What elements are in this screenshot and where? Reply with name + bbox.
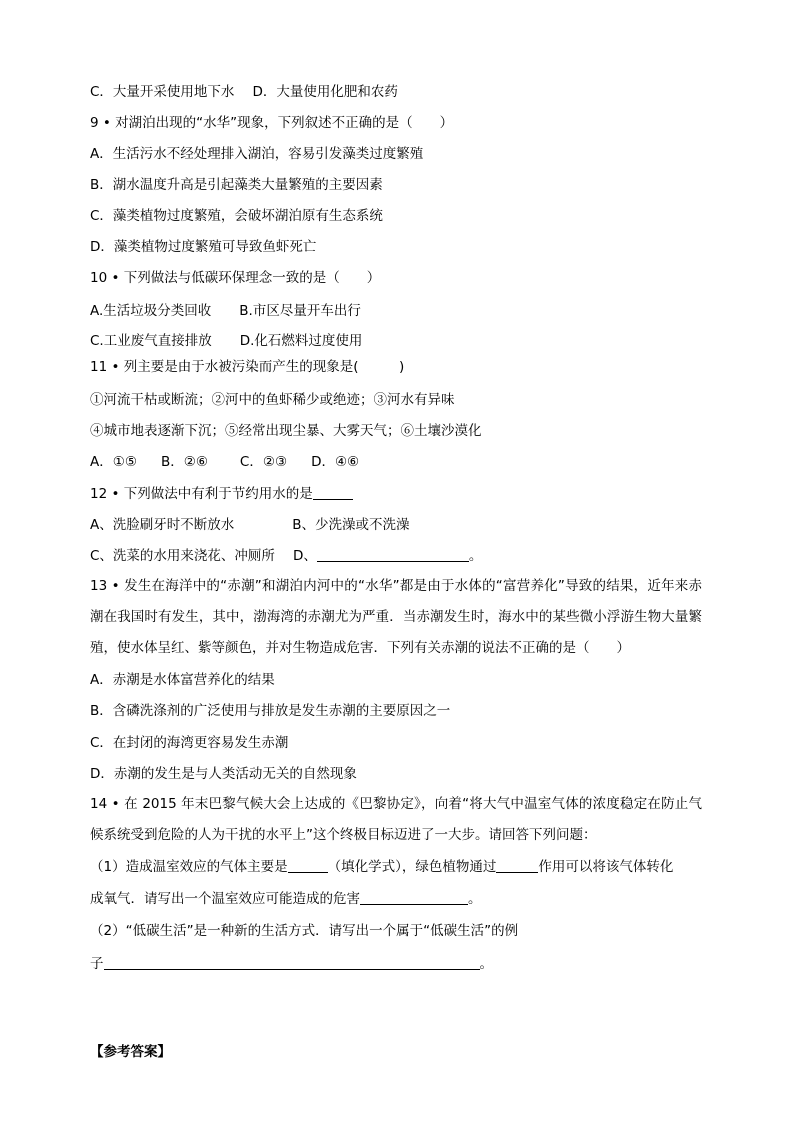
answer-blank[interactable] — [313, 485, 353, 500]
q9-option-c: C．藻类植物过度繁殖，会破坏湖泊原有生态系统 — [90, 208, 383, 224]
q13-option-d: D．赤潮的发生是与人类活动无关的自然现象 — [90, 766, 357, 782]
q14-part1-text: （1）造成温室效应的气体主要是 — [90, 859, 288, 875]
q14-part1-text: 作用可以将该气体转化 — [538, 859, 674, 875]
q10-stem: 10 • 下列做法与低碳环保理念一致的是（ ） — [90, 270, 381, 286]
q8-option-d: D．大量使用化肥和农药 — [252, 84, 398, 100]
sentence-end: 。 — [479, 956, 493, 972]
q9-option-b: B．湖水温度升高是引起藻类大量繁殖的主要因素 — [90, 177, 383, 193]
sentence-end: 。 — [468, 891, 482, 907]
answer-blank[interactable] — [496, 858, 538, 873]
q9-option-a: A．生活污水不经处理排入湖泊，容易引发藻类过度繁殖 — [90, 146, 424, 162]
q10-options-cd — [90, 332, 362, 350]
q10-options-ab — [90, 302, 361, 320]
q8-options-cd — [90, 83, 398, 101]
q11-statements-2: ④城市地表逐渐下沉；⑤经常出现尘暴、大雾天气；⑥土壤沙漠化 — [90, 423, 482, 439]
q11-option-c: C．②③ — [239, 454, 288, 470]
answer-blank[interactable] — [104, 955, 480, 970]
q11-option-a: A．①⑤ — [90, 454, 137, 470]
q12-stem-line — [90, 485, 353, 503]
q10-option-d: D.化石燃料过度使用 — [239, 333, 363, 349]
answer-blank[interactable] — [360, 890, 468, 905]
answer-blank[interactable] — [317, 547, 469, 562]
q10-option-a: A.生活垃圾分类回收 — [90, 303, 212, 319]
q12-stem: 12 • 下列做法中有利于节约用水的是 — [90, 486, 313, 502]
sentence-end: 。 — [468, 548, 483, 564]
q9-stem: 9 • 对湖泊出现的“水华”现象，下列叙述不正确的是（ ） — [90, 115, 454, 131]
q13-option-b: B．含磷洗涤剂的广泛使用与排放是发生赤潮的主要原因之一 — [90, 703, 451, 719]
q10-option-b: B.市区尽量开车出行 — [239, 303, 361, 319]
q12-option-a: A、洗脸刷牙时不断放水 — [90, 517, 235, 533]
q13-paragraph: 13 • 发生在海洋中的“赤潮”和湖泊内河中的“水华”都是由于水体的“富营养化”导致的结果，近年来赤潮在我国时有发生，其中，渤海湾的赤潮尤为严重．当赤潮发生时，海水中的某些微小浮游生物大量繁殖，使水体呈红、紫等颜色，并对生物造成危害．下列有关赤潮的说法不正确的是（ ） — [90, 578, 702, 656]
q12-option-c: C、洗菜的水用来浇花、冲厕所 — [90, 548, 275, 564]
q11-option-d: D．④⑥ — [311, 454, 360, 470]
q14-paragraph: 14 • 在 2015 年末巴黎气候大会上达成的《巴黎协定》，向着“将大气中温室气体的浓度稳定在防止气候系统受到危险的人为干扰的水平上”这个终极目标迈进了一大步。请回答下列问题： — [90, 796, 702, 843]
q11-stem: 11 • 列主要是由于水被污染而产生的现象是( ) — [90, 359, 405, 375]
q13-option-c: C．在封闭的海湾更容易发生赤潮 — [90, 735, 289, 751]
q14-part1-text: 成氧气．请写出一个温室效应可能造成的危害 — [90, 891, 360, 907]
q14-part1-text: （填化学式），绿色植物通过 — [327, 859, 497, 875]
answer-section-header: 【参考答案】 — [90, 1044, 171, 1060]
q12-options-ab — [90, 516, 410, 534]
answer-blank[interactable] — [288, 858, 328, 873]
q14-part1-line1 — [90, 858, 673, 876]
q11-statements-1: ①河流干枯或断流；②河中的鱼虾稀少或绝迹；③河水有异味 — [90, 392, 455, 408]
q14-part2-line2 — [90, 955, 493, 973]
q11-options — [90, 453, 359, 471]
q14-part2-line1: （2）“低碳生活”是一种新的生活方式．请写出一个属于“低碳生活”的例 — [90, 923, 519, 939]
q13-option-a: A．赤潮是水体富营养化的结果 — [90, 672, 275, 688]
q8-option-c: C．大量开采使用地下水 — [90, 84, 235, 100]
q11-option-b: B．②⑥ — [160, 454, 208, 470]
q12-option-b: B、少洗澡或不洗澡 — [292, 517, 410, 533]
q14-part2-text: 子 — [90, 956, 104, 972]
q14-part1-line2 — [90, 890, 482, 908]
q10-option-c: C.工业废气直接排放 — [90, 333, 212, 349]
q9-option-d: D．藻类植物过度繁殖可导致鱼虾死亡 — [90, 239, 317, 255]
q12-option-d: D、 — [292, 548, 317, 564]
q12-options-cd — [90, 547, 482, 565]
